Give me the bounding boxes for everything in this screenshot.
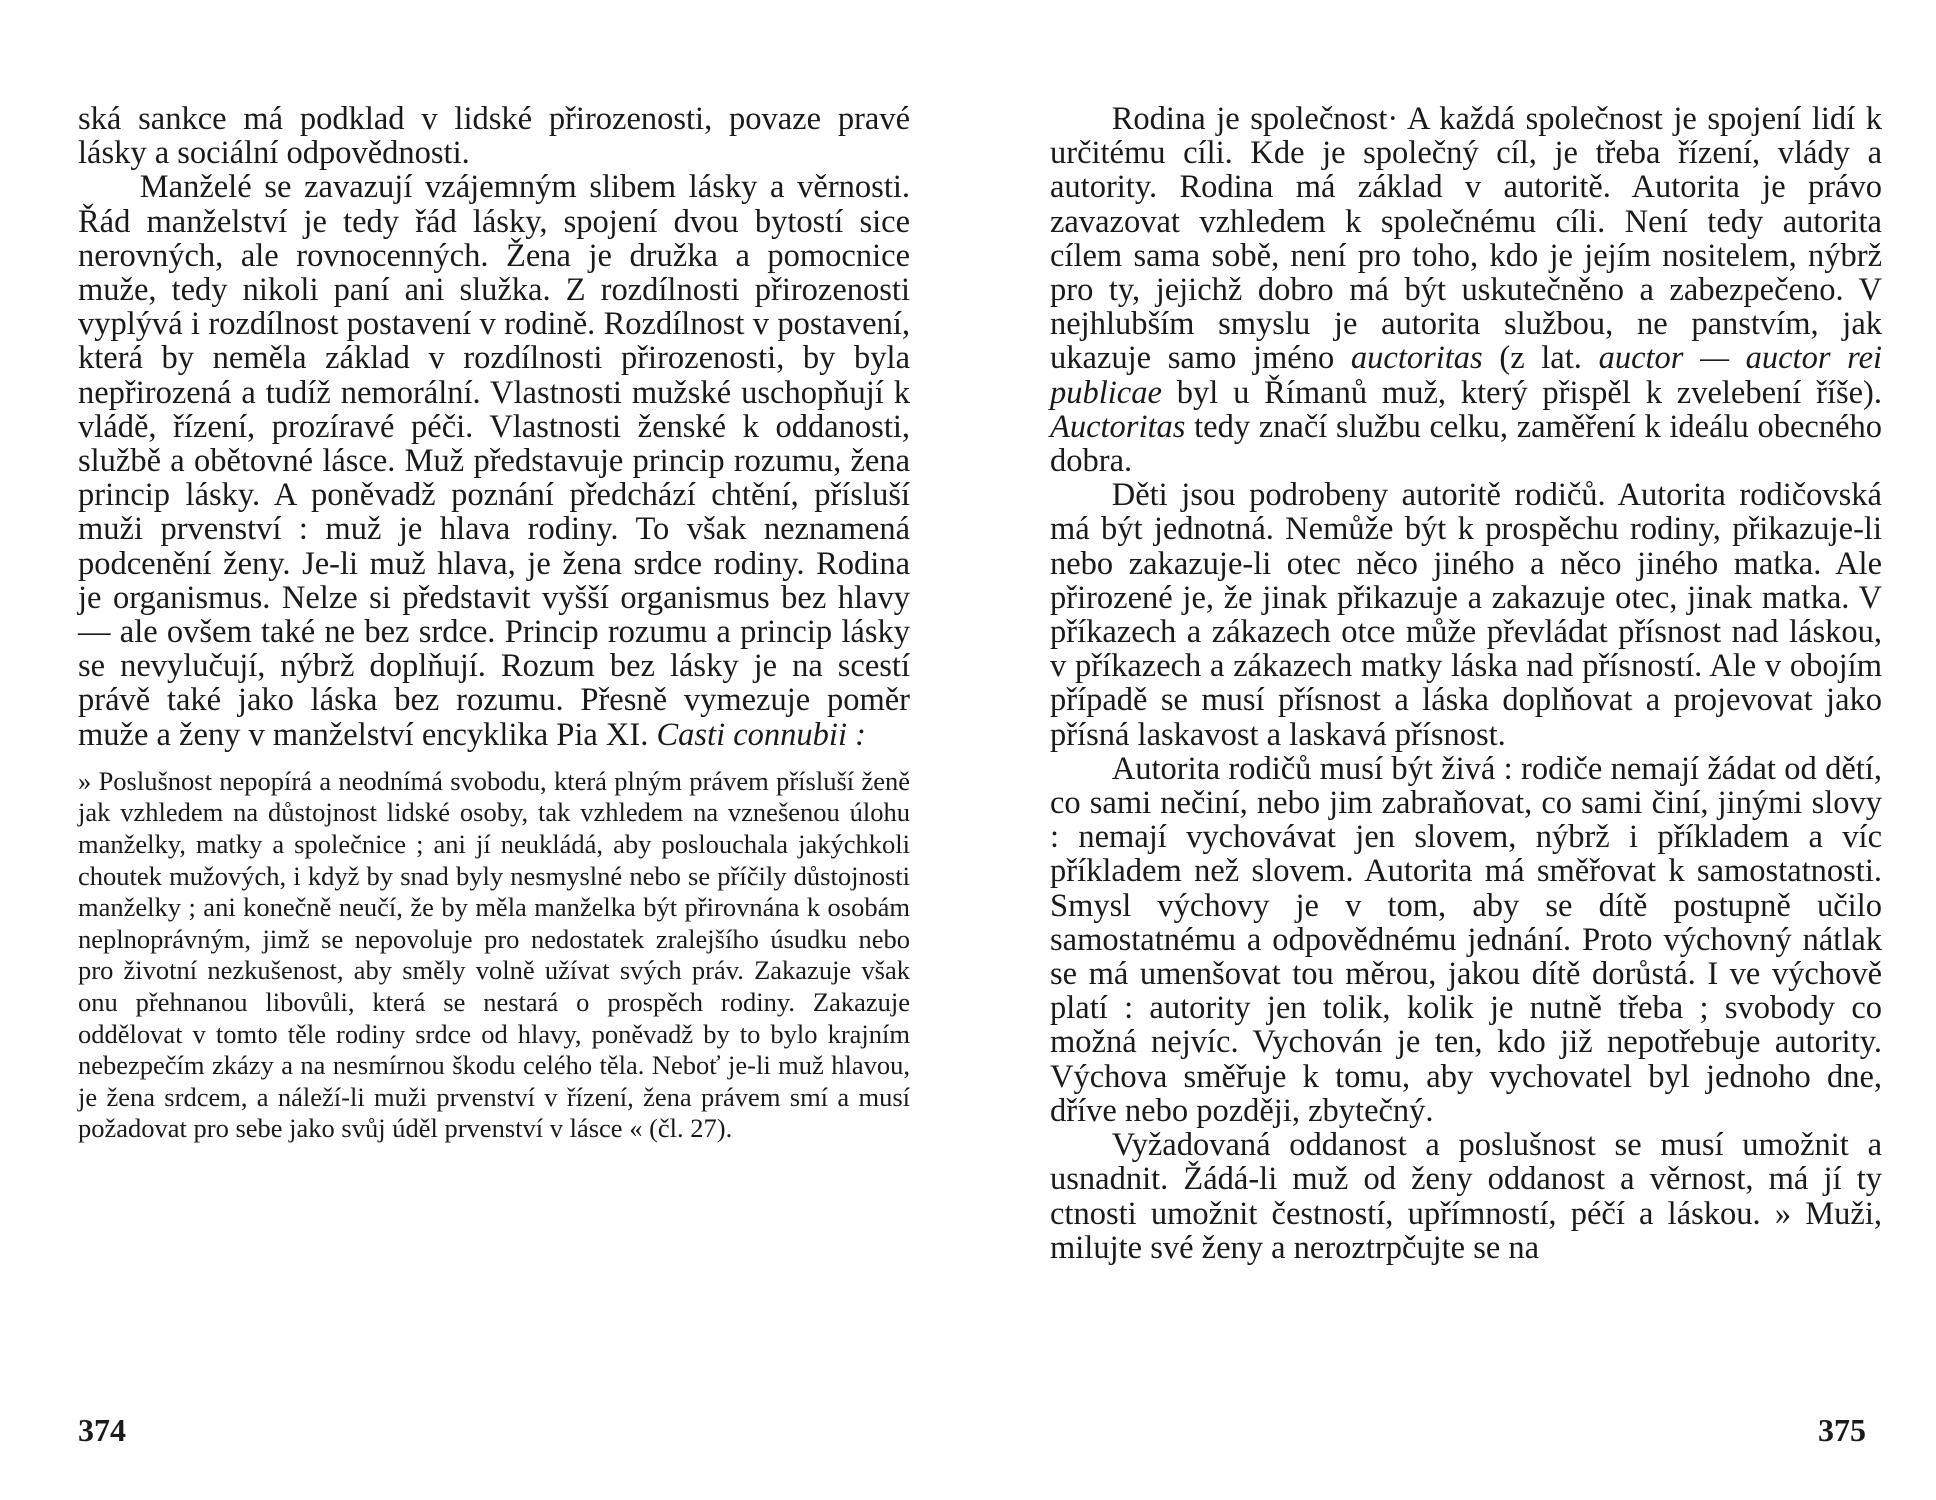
text-run: (z lat. <box>1499 340 1582 377</box>
paragraph-continued: ská sankce má podklad v lidské přirozenosti, povaze pravé lásky a sociální odpovědnosti. <box>78 101 910 172</box>
text-run: tedy značí službu celku, zaměření k ideálu obecného dobra. <box>1050 408 1882 480</box>
text-run: Rodina je společnost· A každá společnost je spojení lidí k určitému cíli. Kde je společný cíl, je třeba řízení, vlády a autority. Rodina má základ v autoritě. Autorita je právo zavazovat vzhledem k společnému cíli. Není tedy autorita cílem sama sobě, není pro toho, kdo je jejím nositelem, nýbrž pro ty, jejichž dobro má být uskutečněno a zabezpečeno. V nejhlubším smyslu je autorita službou, ne panstvím, jak ukazuje samo jméno <box>1050 101 1882 377</box>
paragraph-devotion: Vyžadovaná oddanost a poslušnost se musí umožnit a usnadnit. Žádá-li muž od ženy oddanost a věrnost, má jí ty ctnosti umožnit čestností, upřímností, péčí a láskou. » Muži, milujte své ženy a neroztrpčujte se na <box>1050 1127 1882 1266</box>
text-run: byl u Římanů muž, který přispěl k zvelebení říše). <box>1176 374 1882 411</box>
encyclical-quote: » Poslušnost nepopírá a neodnímá svobodu, která plným právem přísluší ženě jak vzhledem na důstojnost lidské osoby, tak vzhledem na vznešenou úlohu manželky, matky a společnice ; ani jí neukládá, aby poslouchala jakýchkoli choutek mužových, i když by snad byly nesmyslné nebo se příčily důstojnosti manželky ; ani konečně neučí, že by měla manželka být přirovnána k osobám neplnoprávným, jimž se nepovoluje pro nedostatek zralejšího úsudku nebo pro životní nezkušenost, aby směly volně užívat svých práv. Zakazuje však onu přehnanou libovůli, která se nestará o prospěch rodiny. Zakazuje oddělovat v tomto těle rodiny srdce od hlavy, poněvadž by to bylo krajním nebezpečím zkázy a na nesmírnou škodu celého těla. Neboť je-li muž hlavou, je žena srdcem, a náleží-li muži prvenství v řízení, žena právem smí a musí požadovat pro sebe jako svůj úděl prvenství v lásce « (čl. 27). <box>78 765 910 1144</box>
italic-term: auctor — auctor rei publicae <box>1050 340 1883 411</box>
paragraph-marriage <box>78 170 910 751</box>
page-number-left: 374 <box>78 1412 126 1448</box>
paragraph-marriage-text: Manželé se zavazují vzájemným slibem lásky a věrnosti. Řád manželství je tedy řád lásky, spojení dvou bytostí sice nerovných, ale rovnocenných. Žena je družka a pomocnice muže, tedy nikoli paní ani služka. Z rozdílnosti přirozenosti vyplývá i rozdílnost postavení v rodině. Rozdílnost v postavení, která by neměla základ v rozdílnosti přirozenosti, by byla nepřirozená a tudíž nemorální. Vlastnosti mužské uschopňují k vládě, řízení, prozíravé péči. Vlastnosti ženské k oddanosti, službě a obětovné lásce. Muž představuje princip rozumu, žena princip lásky. A poněvadž poznání předchází chtění, přísluší muži prvenství : muž je hlava rodiny. To však neznamená podcenění ženy. Je-li muž hlava, je žena srdce rodiny. Rodina je organismus. Nelze si představit vyšší organismus bez hlavy — ale ovšem také ne bez srdce. Princip rozumu a princip lásky se nevylučují, nýbrž doplňují. Rozum bez lásky je na scestí právě také jako láska bez rozumu. Přesně vymezuje poměr muže a ženy v manželství encyklika Pia XI. <box>78 169 910 753</box>
right-page <box>1050 102 1882 1265</box>
italic-term: Auctoritas <box>1050 408 1186 445</box>
left-page <box>78 102 910 1145</box>
paragraph-family-authority <box>1050 102 1882 478</box>
page-number-right: 375 <box>1818 1412 1866 1448</box>
paragraph-living-authority: Autorita rodičů musí být živá : rodiče nemají žádat od dětí, co sami nečiní, nebo jim zabraňovat, co sami činí, jinými slovy : nemají vychovávat jen slovem, nýbrž i příkladem a víc příkladem než slovem. Autorita má směřovat k samostatnosti. Smysl výchovy je v tom, aby se dítě postupně učilo samostatnému a odpovědnému jednání. Proto výchovný nátlak se má umenšovat tou měrou, jakou dítě dorůstá. I ve výchově platí : autority jen tolik, kolik je nutně třeba ; svobody co možná nejvíc. Vychován je ten, kdo již nepotřebuje autority. Výchova směřuje k tomu, aby vychovatel byl jednoho dne, dříve nebo později, zbytečný. <box>1050 750 1882 1129</box>
italic-term: auctoritas <box>1350 340 1483 377</box>
paragraph-parental-authority: Děti jsou podrobeny autoritě rodičů. Autorita rodičovská má být jednotná. Nemůže být k prospěchu rodiny, přikazuje-li nebo zakazuje-li otec něco jiného a něco jiného matka. Ale přirozené je, že jinak přikazuje a zakazuje otec, jinak matka. V příkazech a zákazech otce může převládat přísnost nad láskou, v příkazech a zákazech matky láska nad přísností. Ale v obojím případě se musí přísnost a láska doplňovat a projevovat jako přísná laskavost a laskavá přísnost. <box>1050 477 1882 753</box>
encyclical-title: Casti connubii : <box>656 716 866 753</box>
